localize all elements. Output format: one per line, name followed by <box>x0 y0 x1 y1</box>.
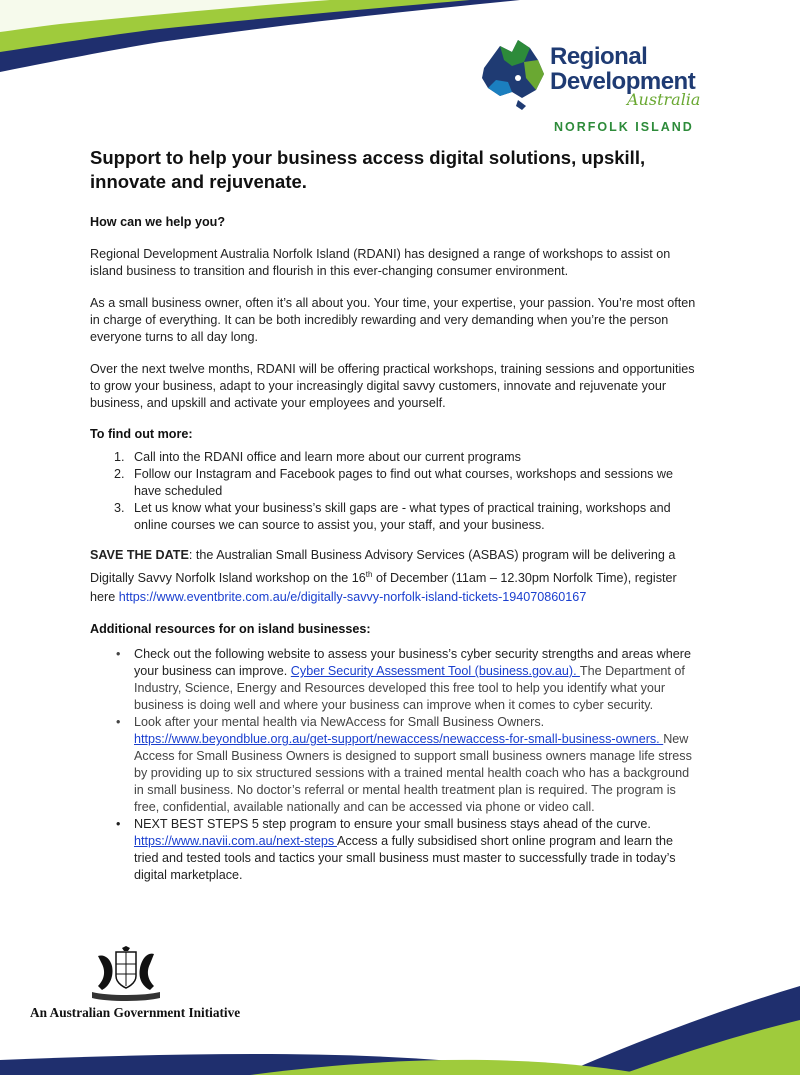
title-line2: innovate and rejuvenate. <box>90 171 307 192</box>
resource-text-2: New Access for Small Business Owners is designed to support small business owners manage life stress by providing up to six structured sessions with a trained mental health coach who has a background in small business. No doctor’s referral or mental health treatment plan is required. The program is free, confidential, available nationally and can be accessed via phone or video call. <box>134 732 692 815</box>
logo-region: NORFOLK ISLAND <box>554 120 694 134</box>
bullet-icon: • <box>116 715 121 730</box>
find-out-list <box>90 449 700 534</box>
page-title <box>90 146 700 194</box>
main-content <box>90 146 700 884</box>
logo-title-line2: Development <box>550 68 696 95</box>
owner-paragraph: As a small business owner, often it’s all about you. Your time, your expertise, your passion. You’re most often in charge of everything. It can be both incredibly rewarding and very demanding when you’re the person everyone turns to all day long. <box>90 296 696 344</box>
logo-subtitle: Australia <box>627 90 701 109</box>
resource-text: Look after your mental health via NewAccess for Small Business Owners. <box>134 715 545 730</box>
footer-swoosh <box>0 960 800 1075</box>
list-item <box>116 816 700 884</box>
resource-text: Check out the following website to assess your business’s cyber security strengths and areas where your business can improve. <box>134 647 691 679</box>
rda-logo <box>478 34 738 144</box>
resources-heading: Additional resources for on island businesses: <box>90 622 371 637</box>
save-the-date-label: SAVE THE DATE <box>90 548 189 562</box>
list-item <box>116 714 700 816</box>
eventbrite-link[interactable]: https://www.eventbrite.com.au/e/digitally-savvy-norfolk-island-tickets-194070860167 <box>118 590 587 605</box>
resources-list <box>90 646 700 884</box>
list-item: 3. Let us know what your business’s skill gaps are - what types of practical training, workshops and online courses we can source to assist you, your staff, and your business. <box>128 500 700 534</box>
bullet-icon: • <box>116 647 121 662</box>
list-item: 2. Follow our Instagram and Facebook pages to find out what courses, workshops and sessions we have scheduled <box>128 466 700 500</box>
resource-text-2: The Department of Industry, Science, Energy and Resources developed this free tool to help you identify what your business is doing well and where your business can improve when it comes to cyber security. <box>134 664 685 713</box>
beyondblue-link[interactable]: https://www.beyondblue.org.au/get-support/newaccess/newaccess-for-small-business-owners. <box>134 732 664 747</box>
date-suffix: th <box>365 570 373 579</box>
list-item <box>116 646 700 714</box>
next-months-paragraph: Over the next twelve months, RDANI will be offering practical workshops, training sessions and opportunities to grow your business, adapt to your increasingly digital savvy customers, innovate and rejuvenate your business, and upskill and activate your employees and yourself. <box>90 362 695 410</box>
bullet-icon: • <box>116 817 121 832</box>
navii-link[interactable]: https://www.navii.com.au/next-steps <box>134 834 337 849</box>
header-swoosh <box>0 0 520 80</box>
government-initiative-label: An Australian Government Initiative <box>30 1005 241 1020</box>
logo-title-line1: Regional <box>550 43 648 70</box>
save-the-date-text: : the Australian Small Business Advisory Services (ASBAS) program will be delivering a Digitally Savvy Norfolk Island workshop on the 16 <box>90 548 676 586</box>
logo-title <box>550 44 695 94</box>
find-out-heading: To find out more: <box>90 427 193 441</box>
resource-text: NEXT BEST STEPS 5 step program to ensure your small business stays ahead of the curve. <box>134 817 651 832</box>
intro-paragraph: Regional Development Australia Norfolk Island (RDANI) has designed a range of workshops to assist on island business to transition and flourish in this ever-changing consumer environment. <box>90 247 671 278</box>
cyber-security-link[interactable]: Cyber Security Assessment Tool (business.gov.au). <box>290 664 580 679</box>
list-item: 1. Call into the RDANI office and learn more about our current programs <box>128 449 700 466</box>
australia-map-icon <box>478 38 548 110</box>
save-the-date-text-2: of December (11am – 12.30pm Norfolk Time), register here <box>90 571 677 605</box>
resource-text-2: Access a fully subsidised short online program and learn the tried and tested tools and tactics your small business must master to successfully trade in today’s digital marketplace. <box>134 834 676 883</box>
save-the-date-paragraph <box>90 546 700 607</box>
title-line1: Support to help your business access digital solutions, upskill, <box>90 147 646 168</box>
help-heading: How can we help you? <box>90 215 226 229</box>
